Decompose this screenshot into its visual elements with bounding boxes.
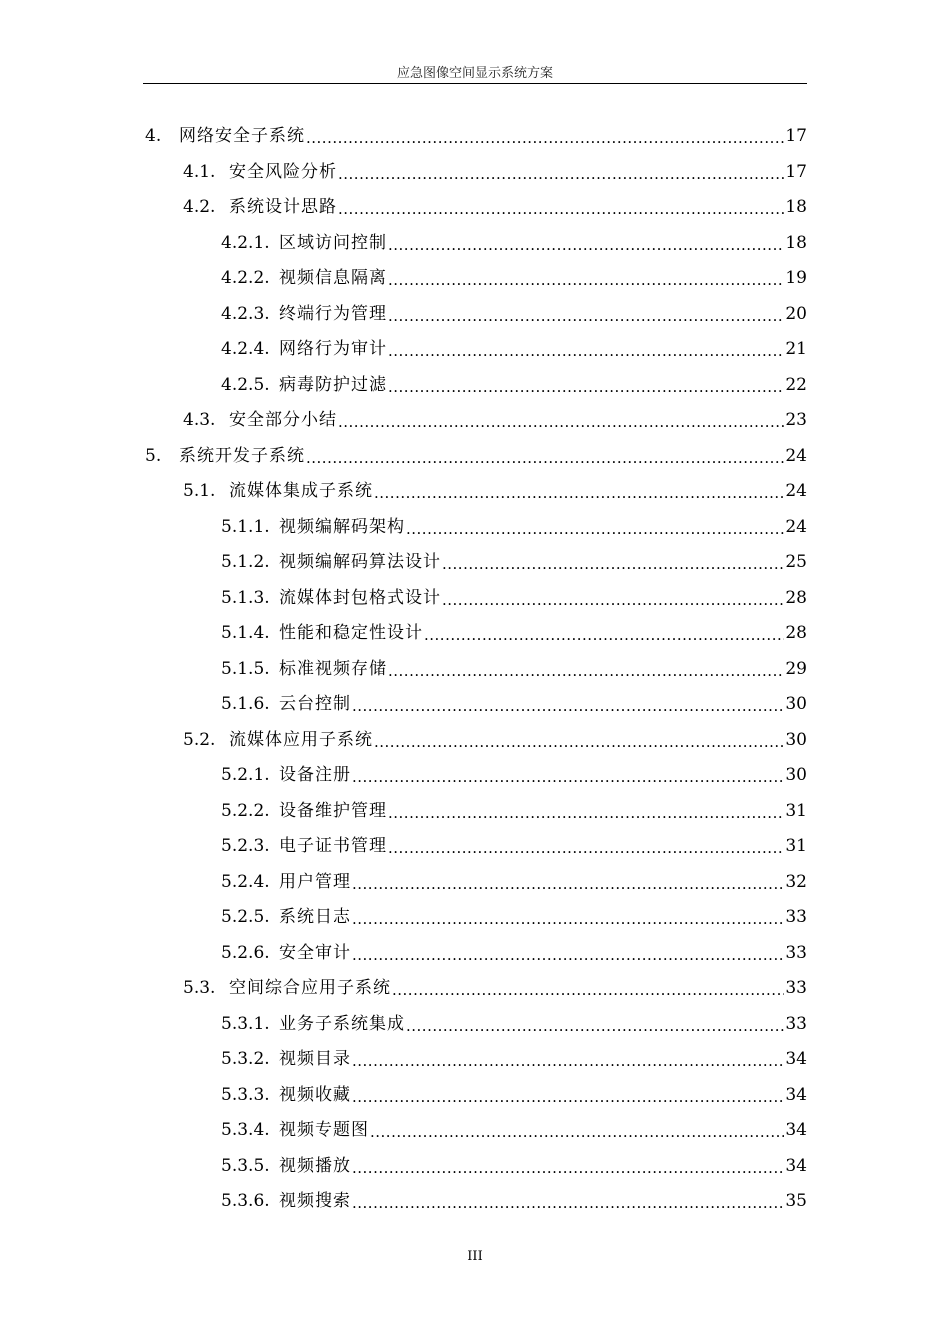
page-number: III	[467, 1249, 483, 1264]
toc-entry[interactable]	[0, 652, 807, 688]
toc-entry-title: 网络安全子系统	[179, 126, 305, 146]
toc-entry[interactable]	[0, 829, 807, 865]
toc-dot-leader	[374, 723, 784, 759]
toc-entry-number: 5.1.4.	[221, 623, 270, 643]
toc-dot-leader	[352, 936, 784, 972]
toc-dot-leader	[370, 1113, 784, 1149]
toc-entry-page: 28	[785, 623, 807, 643]
toc-entry[interactable]	[0, 723, 807, 759]
toc-entry-title: 视频播放	[279, 1155, 351, 1176]
toc-entry-page: 21	[785, 339, 807, 359]
toc-entry[interactable]	[0, 1113, 807, 1149]
toc-entry[interactable]	[0, 1007, 807, 1043]
toc-entry[interactable]	[0, 581, 807, 617]
toc-entry-page: 33	[785, 978, 807, 998]
toc-entry-page: 23	[785, 410, 807, 430]
toc-entry[interactable]	[0, 297, 807, 333]
toc-entry-number: 5.2.4.	[221, 871, 270, 892]
toc-entry[interactable]	[0, 1149, 807, 1185]
toc-entry-title: 流媒体封包格式设计	[279, 587, 441, 608]
toc-entry-title: 视频信息隔离	[279, 268, 387, 288]
toc-entry-title: 视频收藏	[279, 1084, 351, 1105]
toc-entry-title: 病毒防护过滤	[279, 374, 387, 395]
toc-entry-page: 30	[785, 694, 807, 714]
toc-entry-title: 网络行为审计	[279, 339, 387, 359]
toc-entry-page: 22	[785, 374, 807, 395]
toc-entry-title: 流媒体应用子系统	[229, 729, 373, 750]
toc-entry[interactable]	[0, 119, 807, 155]
toc-entry-title: 设备维护管理	[279, 800, 387, 821]
toc-dot-leader	[352, 687, 784, 723]
toc-entry-number: 5.1.6.	[221, 694, 270, 714]
toc-entry-number: 5.3.6.	[221, 1191, 270, 1211]
toc-entry-title: 设备注册	[279, 765, 351, 785]
toc-dot-leader	[406, 510, 784, 546]
toc-entry[interactable]	[0, 190, 807, 226]
toc-entry-page: 33	[785, 907, 807, 927]
toc-dot-leader	[352, 758, 784, 794]
toc-entry-number: 5.3.5.	[221, 1155, 270, 1176]
toc-entry[interactable]	[0, 403, 807, 439]
toc-entry-title: 安全审计	[279, 942, 351, 963]
toc-entry-number: 4.2.3.	[221, 303, 270, 324]
header-rule	[143, 83, 807, 84]
toc-entry-title: 终端行为管理	[279, 303, 387, 324]
toc-dot-leader	[388, 226, 784, 262]
toc-entry[interactable]	[0, 936, 807, 972]
toc-entry-number: 4.2.4.	[221, 339, 270, 359]
toc-entry[interactable]	[0, 865, 807, 901]
toc-entry-title: 电子证书管理	[279, 836, 387, 856]
toc-dot-leader	[406, 1007, 784, 1043]
toc-entry-number: 5.1.3.	[221, 587, 270, 608]
toc-dot-leader	[306, 119, 784, 155]
toc-entry-title: 流媒体集成子系统	[229, 481, 373, 501]
toc-dot-leader	[338, 403, 784, 439]
toc-dot-leader	[424, 616, 784, 652]
toc-entry-number: 5.	[145, 445, 162, 466]
toc-dot-leader	[388, 368, 784, 404]
toc-dot-leader	[388, 829, 784, 865]
toc-entry-page: 24	[785, 445, 807, 466]
toc-entry-title: 用户管理	[279, 871, 351, 892]
toc-entry-page: 18	[785, 232, 807, 253]
toc-entry-number: 5.3.	[183, 978, 216, 998]
toc-entry-page: 31	[785, 800, 807, 821]
toc-entry[interactable]	[0, 1078, 807, 1114]
toc-dot-leader	[352, 900, 784, 936]
toc-entry[interactable]	[0, 368, 807, 404]
toc-entry[interactable]	[0, 545, 807, 581]
toc-dot-leader	[352, 1078, 784, 1114]
toc-dot-leader	[388, 261, 784, 297]
toc-entry-title: 视频编解码算法设计	[279, 552, 441, 572]
toc-entry-number: 5.3.4.	[221, 1120, 270, 1140]
toc-entry-title: 视频编解码架构	[279, 516, 405, 537]
toc-dot-leader	[338, 190, 784, 226]
toc-entry-page: 17	[785, 161, 807, 182]
toc-entry-title: 系统设计思路	[229, 197, 337, 217]
toc-entry-number: 5.1.1.	[221, 516, 270, 537]
toc-entry[interactable]	[0, 758, 807, 794]
toc-entry[interactable]	[0, 900, 807, 936]
toc-dot-leader	[306, 439, 784, 475]
toc-entry-number: 5.2.3.	[221, 836, 270, 856]
toc-dot-leader	[352, 1042, 784, 1078]
toc-dot-leader	[442, 581, 784, 617]
toc-entry-page: 17	[785, 126, 807, 146]
toc-entry-page: 28	[785, 587, 807, 608]
toc-entry-page: 33	[785, 942, 807, 963]
toc-entry-page: 34	[785, 1049, 807, 1069]
toc-entry-number: 5.2.	[183, 729, 216, 750]
table-of-contents	[0, 119, 950, 1220]
toc-entry-number: 5.3.3.	[221, 1084, 270, 1105]
toc-entry-page: 30	[785, 765, 807, 785]
toc-entry[interactable]	[0, 687, 807, 723]
toc-dot-leader	[442, 545, 784, 581]
toc-dot-leader	[388, 652, 784, 688]
toc-dot-leader	[374, 474, 784, 510]
toc-entry-number: 5.2.2.	[221, 800, 270, 821]
toc-entry-page: 29	[785, 658, 807, 679]
toc-entry-number: 4.2.	[183, 197, 216, 217]
toc-entry-title: 安全部分小结	[229, 410, 337, 430]
toc-entry-page: 24	[785, 481, 807, 501]
toc-entry[interactable]	[0, 439, 807, 475]
toc-entry-title: 系统开发子系统	[179, 445, 305, 466]
toc-entry[interactable]	[0, 474, 807, 510]
toc-entry-page: 30	[785, 729, 807, 750]
toc-entry-title: 视频搜索	[279, 1191, 351, 1211]
toc-entry-title: 系统日志	[279, 907, 351, 927]
toc-entry-number: 5.3.1.	[221, 1013, 270, 1034]
toc-dot-leader	[338, 155, 784, 191]
toc-entry-page: 35	[785, 1191, 807, 1211]
toc-entry-number: 5.2.5.	[221, 907, 270, 927]
toc-dot-leader	[352, 1149, 784, 1185]
toc-entry[interactable]	[0, 971, 807, 1007]
toc-entry[interactable]	[0, 510, 807, 546]
toc-entry-page: 31	[785, 836, 807, 856]
toc-entry-title: 安全风险分析	[229, 161, 337, 182]
toc-dot-leader	[352, 1184, 784, 1220]
toc-entry-number: 4.2.1.	[221, 232, 270, 253]
toc-entry[interactable]	[0, 1042, 807, 1078]
toc-dot-leader	[388, 297, 784, 333]
toc-dot-leader	[352, 865, 784, 901]
toc-entry-title: 视频专题图	[279, 1120, 369, 1140]
toc-entry-page: 19	[785, 268, 807, 288]
toc-entry-title: 性能和稳定性设计	[279, 623, 423, 643]
toc-entry-number: 5.3.2.	[221, 1049, 270, 1069]
toc-entry-number: 4.2.5.	[221, 374, 270, 395]
toc-entry[interactable]	[0, 261, 807, 297]
toc-entry-number: 5.2.6.	[221, 942, 270, 963]
toc-entry-page: 34	[785, 1155, 807, 1176]
toc-entry-title: 视频目录	[279, 1049, 351, 1069]
toc-entry-page: 24	[785, 516, 807, 537]
page-header-title: 应急图像空间显示系统方案	[396, 66, 553, 81]
toc-entry-title: 空间综合应用子系统	[229, 978, 391, 998]
toc-dot-leader	[388, 332, 784, 368]
toc-entry-number: 4.2.2.	[221, 268, 270, 288]
toc-entry-title: 标准视频存储	[279, 658, 387, 679]
toc-dot-leader	[388, 794, 784, 830]
toc-entry[interactable]	[0, 794, 807, 830]
toc-entry-title: 区域访问控制	[279, 232, 387, 253]
toc-entry-page: 25	[785, 552, 807, 572]
toc-entry-number: 5.1.2.	[221, 552, 270, 572]
toc-entry-page: 32	[785, 871, 807, 892]
toc-entry-page: 34	[785, 1084, 807, 1105]
toc-entry[interactable]	[0, 1184, 807, 1220]
toc-entry-number: 4.3.	[183, 410, 216, 430]
toc-entry-number: 5.2.1.	[221, 765, 270, 785]
toc-entry-page: 33	[785, 1013, 807, 1034]
toc-entry[interactable]	[0, 155, 807, 191]
toc-entry-page: 34	[785, 1120, 807, 1140]
toc-entry-number: 5.1.5.	[221, 658, 270, 679]
toc-entry-page: 20	[785, 303, 807, 324]
toc-entry-title: 业务子系统集成	[279, 1013, 405, 1034]
toc-entry[interactable]	[0, 332, 807, 368]
toc-entry[interactable]	[0, 226, 807, 262]
toc-dot-leader	[392, 971, 784, 1007]
toc-entry-number: 4.	[145, 126, 162, 146]
toc-entry-page: 18	[785, 197, 807, 217]
toc-entry-number: 4.1.	[183, 161, 216, 182]
toc-entry-title: 云台控制	[279, 694, 351, 714]
toc-entry[interactable]	[0, 616, 807, 652]
toc-entry-number: 5.1.	[183, 481, 216, 501]
